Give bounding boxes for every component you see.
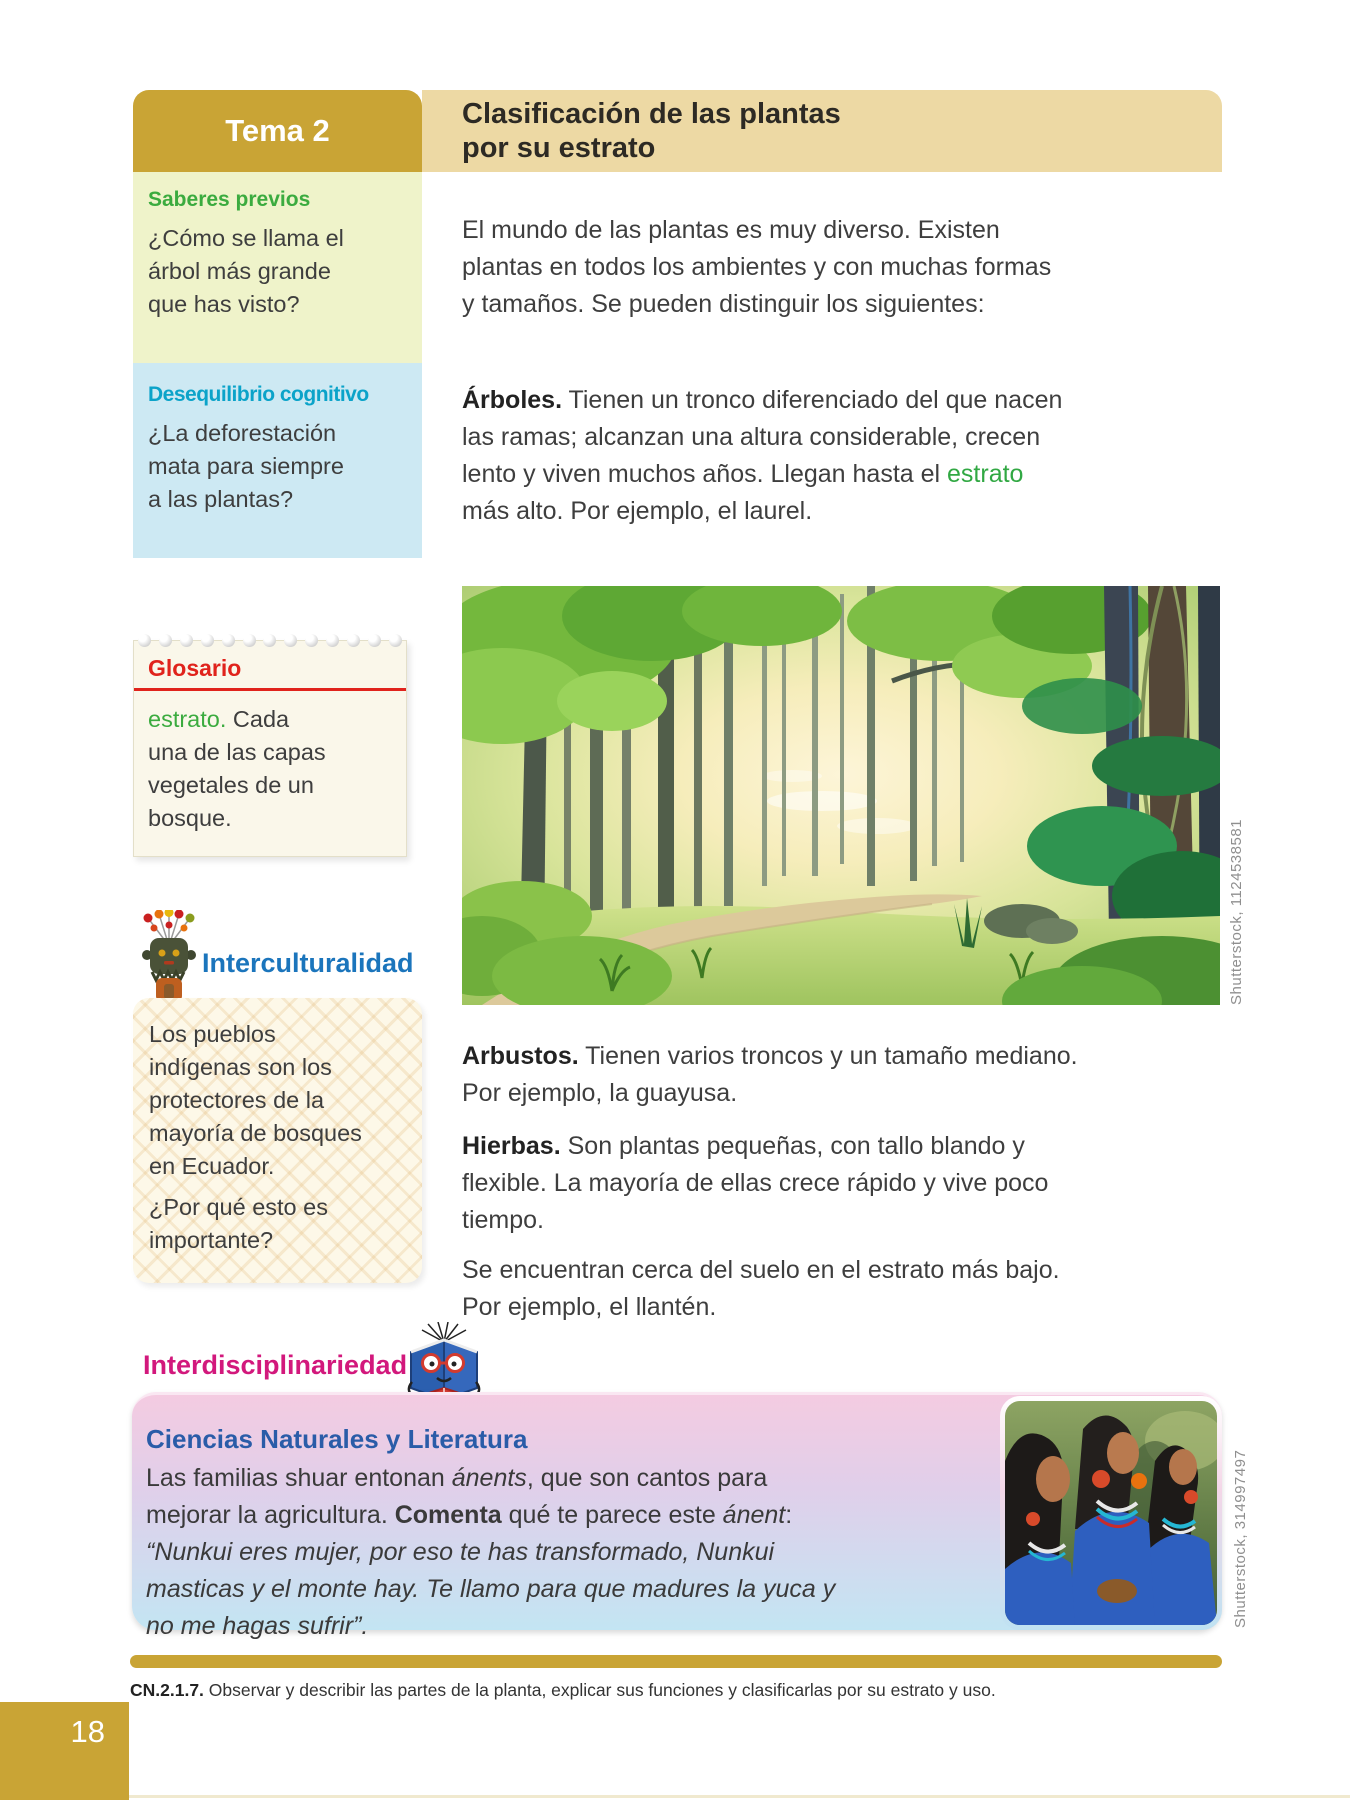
spiral-hole-icon (138, 634, 151, 647)
spiral-hole-icon (347, 634, 360, 647)
comenta-label: Comenta (394, 1501, 502, 1529)
glosario-rule (134, 688, 406, 691)
interculturalidad-title: Interculturalidad (202, 948, 414, 978)
shuar-text-colon: : (785, 1501, 793, 1529)
curriculum-standard (130, 1680, 996, 1701)
tema-label: Tema 2 (225, 113, 330, 148)
saberes-previos-question: ¿Cómo se llama el árbol más grande que has visto? (148, 225, 344, 317)
interculturalidad-question: ¿Por qué esto es importante? (149, 1194, 328, 1253)
curriculum-text: Observar y describir las partes de la planta, explicar sus funciones y clasificarlas por su estrato y uso. (203, 1680, 996, 1700)
spiral-hole-icon (326, 634, 339, 647)
spiral-hole-icon (159, 634, 172, 647)
page-title (422, 90, 1222, 172)
shuar-women-photo (1005, 1401, 1217, 1625)
footer-divider-bar (130, 1655, 1222, 1668)
estrato-term: estrato (947, 460, 1024, 488)
desequilibrio-cognitivo-box (133, 363, 422, 558)
hierbas-paragraph (462, 1128, 1062, 1239)
arbustos-label: Arbustos. (462, 1042, 579, 1070)
anent-term: ánent (722, 1501, 786, 1529)
shuar-paragraph (146, 1460, 846, 1534)
spiral-hole-icon (222, 634, 235, 647)
hierbas-label: Hierbas. (462, 1132, 561, 1160)
page-title-line2: por su estrato (462, 132, 656, 164)
forest-illustration (462, 586, 1220, 1005)
spiral-hole-icon (305, 634, 318, 647)
interdisciplinariedad-title: Interdisciplinariedad (143, 1350, 408, 1380)
spiral-hole-icon (284, 634, 297, 647)
glosario-definition: Cada una de las capas vegetales de un bosque. (148, 706, 326, 831)
arbustos-paragraph (462, 1038, 1082, 1112)
bottom-edge-line (129, 1795, 1350, 1798)
arboles-paragraph (462, 382, 1074, 530)
shuar-photo-credit: Shutterstock, 314997497 (1232, 1449, 1249, 1628)
desequilibrio-title: Desequilibrio cognitivo (148, 383, 369, 406)
arboles-text-2: más alto. Por ejemplo, el laurel. (462, 497, 813, 525)
spiral-hole-icon (243, 634, 256, 647)
tema-tab (133, 90, 422, 172)
spiral-hole-icon (389, 634, 402, 647)
glosario-entry (148, 703, 333, 835)
spiral-hole-icon (368, 634, 381, 647)
anent-quote: “Nunkui eres mujer, por eso te has transformado, Nunkui masticas y el monte hay. Te llamo para que madures la yuca y no me hagas sufrir”. (146, 1538, 836, 1640)
curriculum-code: CN.2.1.7. (130, 1680, 204, 1700)
arboles-text-1: Tienen un tronco diferenciado del que nacen las ramas; alcanzan una altura considerable, crecen lento y viven muchos años. Llegan hasta el (462, 386, 1063, 488)
page-number-tab (0, 1702, 129, 1800)
interculturalidad-box (133, 998, 422, 1283)
ciencias-literatura-title: Ciencias Naturales y Literatura (146, 1424, 528, 1454)
notepad-spiral-holes (138, 634, 402, 647)
glosario-title: Glosario (148, 655, 242, 681)
interculturalidad-text: Los pueblos indígenas son los protectores de la mayoría de bosques en Ecuador. (149, 1021, 362, 1179)
hierbas-text: Son plantas pequeñas, con tallo blando y flexible. La mayoría de ellas crece rápido y vive poco tiempo. (462, 1132, 1049, 1234)
spiral-hole-icon (201, 634, 214, 647)
page-number: 18 (70, 1714, 105, 1749)
desequilibrio-question: ¿La deforestación mata para siempre a las plantas? (148, 420, 344, 512)
shuar-text-mid: , que son cantos para mejorar la agricultura. (146, 1464, 768, 1529)
anents-term: ánents (451, 1464, 527, 1492)
intro-paragraph: El mundo de las plantas es muy diverso. Existen plantas en todos los ambientes y con muchas formas y tamaños. Se pueden distinguir los siguientes: (462, 216, 1052, 318)
spiral-hole-icon (180, 634, 193, 647)
shuar-text-mid2: qué te parece este (501, 1501, 723, 1529)
saberes-previos-title: Saberes previos (148, 188, 311, 211)
glosario-notepad (133, 640, 407, 857)
shuar-text-pre: Las familias shuar entonan (146, 1464, 452, 1492)
arboles-label: Árboles. (462, 386, 563, 414)
page-title-line1: Clasificación de las plantas (462, 98, 841, 130)
shuar-women-photo-frame (1000, 1396, 1222, 1630)
forest-photo-credit: Shutterstock, 1124538581 (1228, 818, 1245, 1005)
spiral-hole-icon (263, 634, 276, 647)
glosario-term: estrato. (148, 706, 227, 732)
arbustos-text: Tienen varios troncos y un tamaño mediano. Por ejemplo, la guayusa. (462, 1042, 1078, 1107)
suelo-paragraph: Se encuentran cerca del suelo en el estrato más bajo. Por ejemplo, el llantén. (462, 1256, 1060, 1321)
saberes-previos-box (133, 172, 422, 363)
